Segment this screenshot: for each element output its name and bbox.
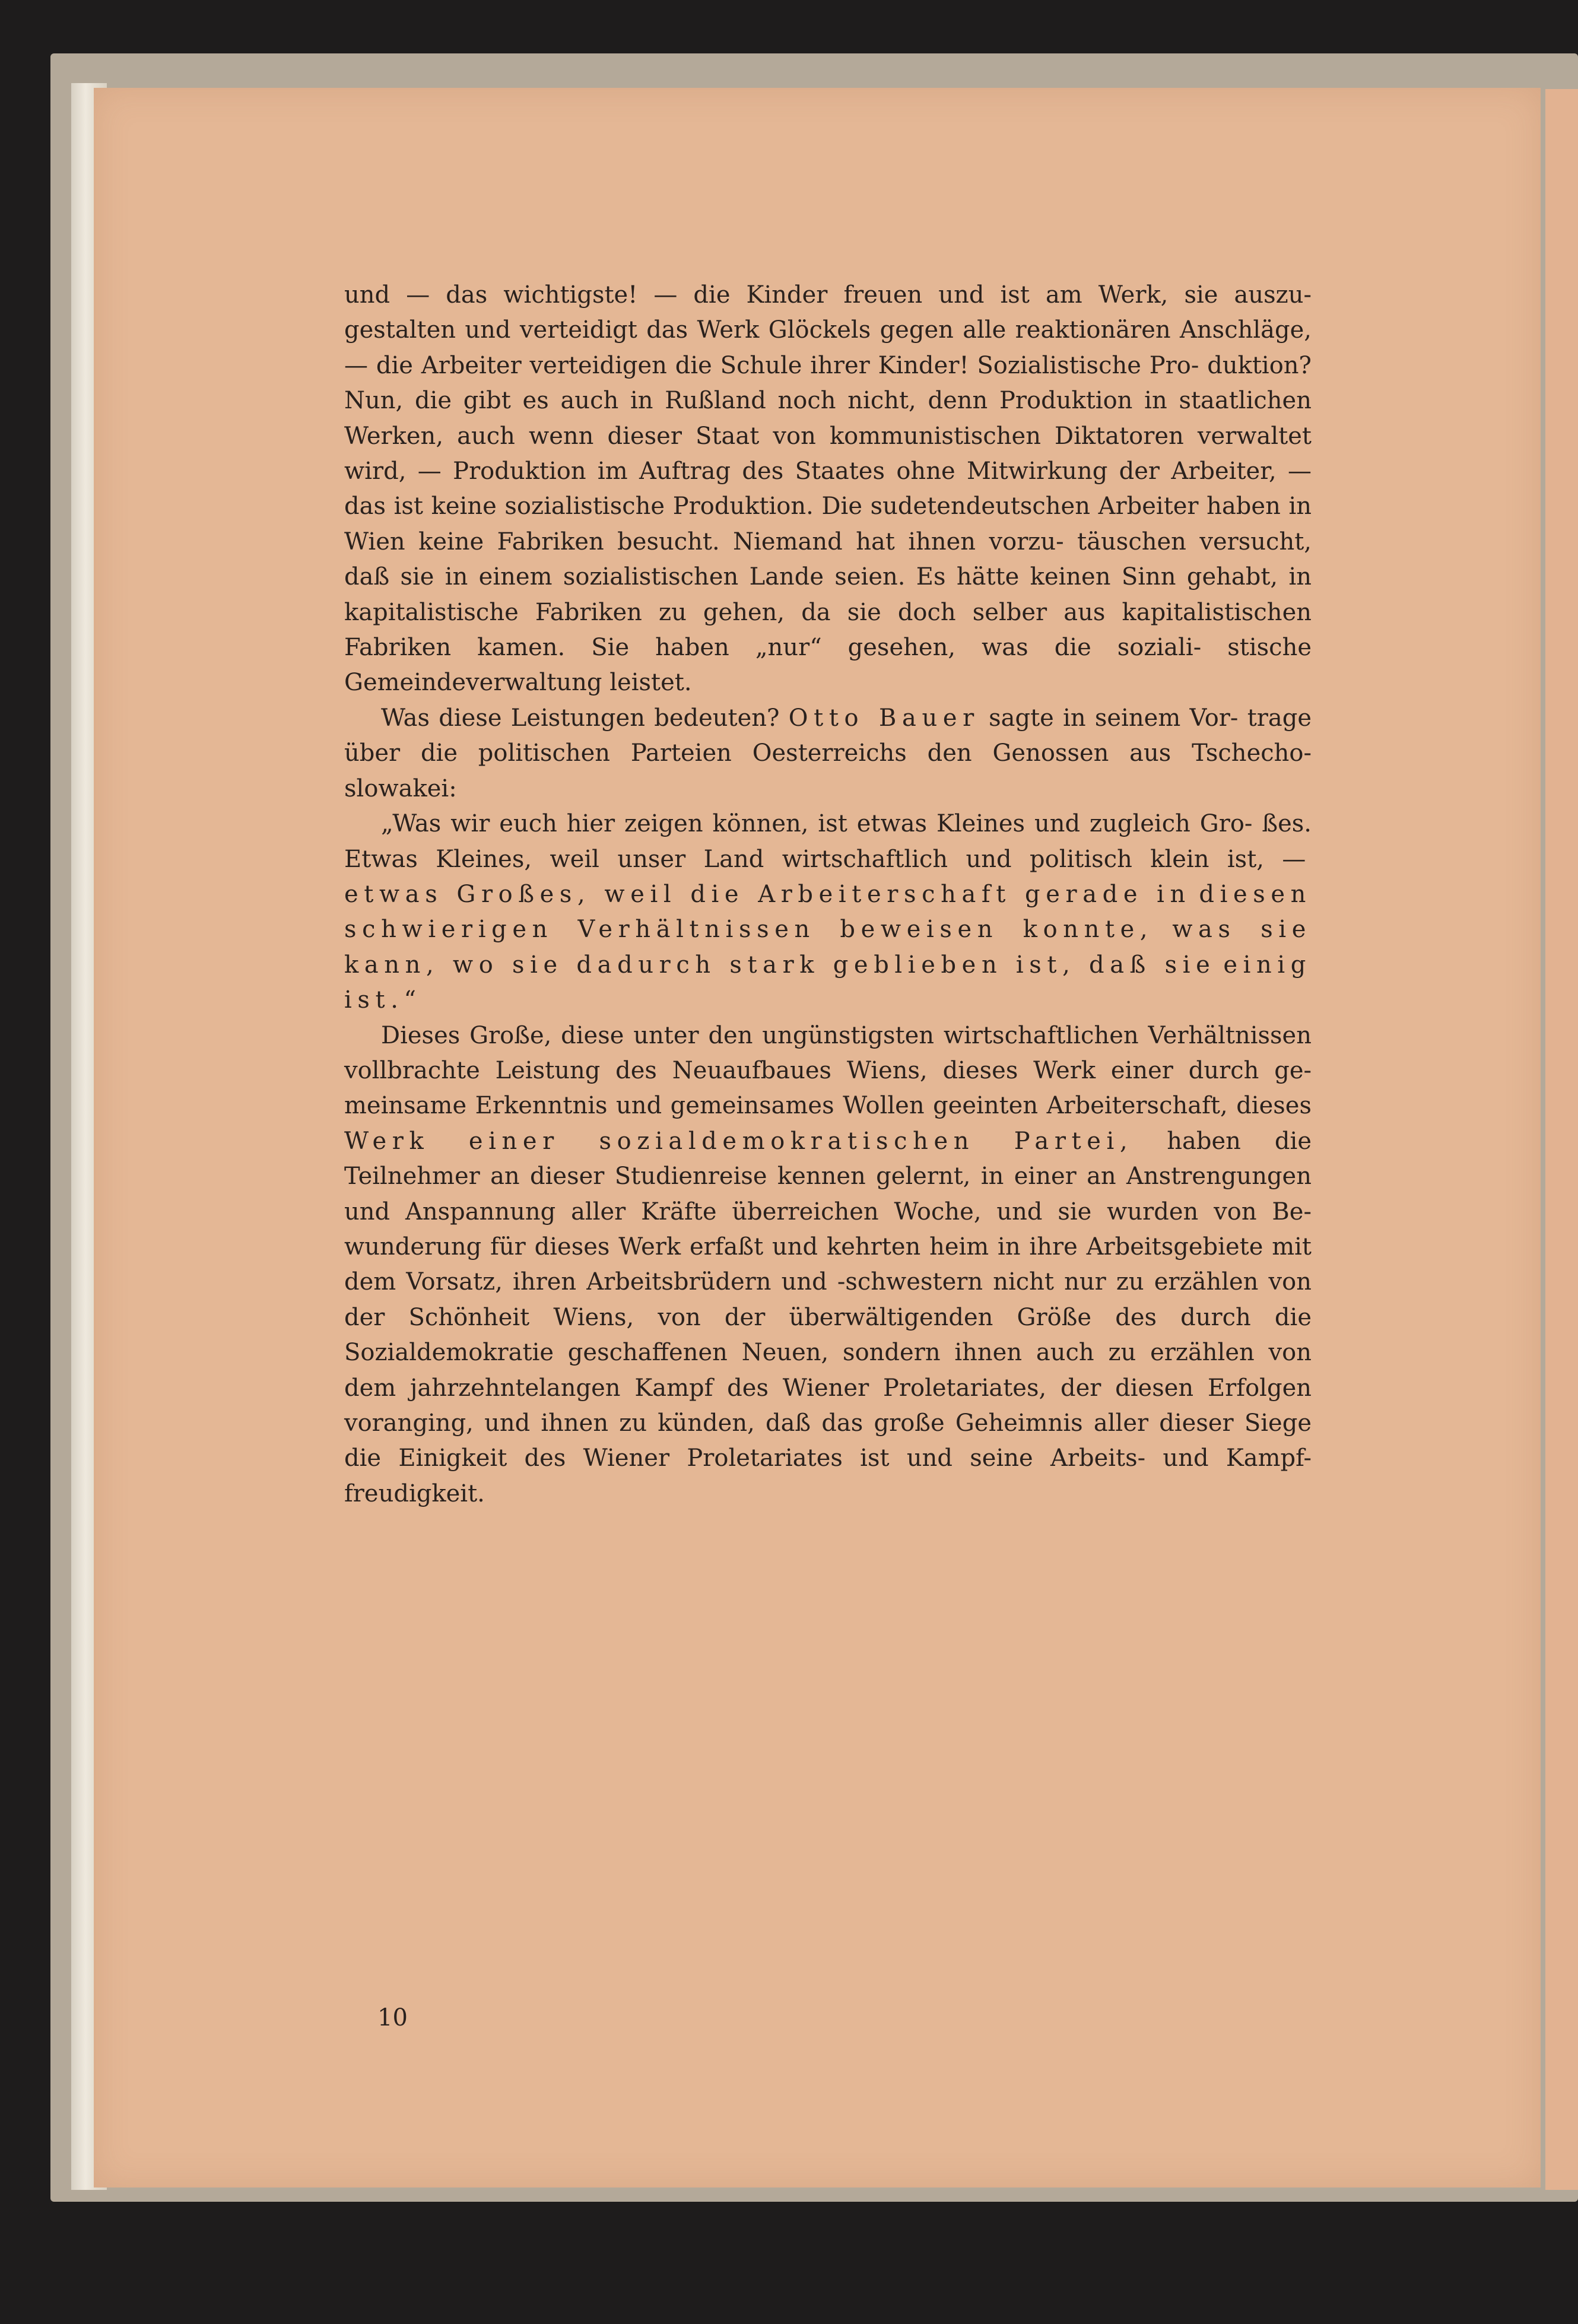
page-text [344, 278, 1312, 1512]
paragraph-4: Dieses Große, diese unter den ungünstigsten wirtschaftlichen Verhältnissen vollbrachte Leistung des Neuaufbaues Wiens, dieses Werk einer durch ge- meinsame Erkenntnis und gemeinsames Wollen geeinten Arbeiterschaft, dieses Werk einer sozialdemokratischen Partei, haben die Teilnehmer an dieser Studienreise kennen gelernt, in einer an Anstrengungen und Anspannung aller Kräfte überreichen Woche, und sie wurden von Be- wunderung für dieses Werk erfaßt und kehrten heim in ihre Arbeitsgebiete mit dem Vorsatz, ihren Arbeitsbrüdern und -schwestern nicht nur zu erzählen von der Schönheit Wiens, von der überwältigenden Größe des durch die Sozialdemokratie geschaffenen Neuen, sondern ihnen auch zu erzählen von dem jahrzehntelangen Kampf des Wiener Proletariates, der diesen Erfolgen voranging, und ihnen zu künden, daß das große Geheimnis aller dieser Siege die Einigkeit des Wiener Proletariates ist und seine Arbeits- und Kampf- freudigkeit. [344, 1021, 1312, 1507]
paragraph-1: und — das wichtigste! — die Kinder freuen und ist am Werk, sie auszu- gestalten und verteidigt das Werk Glöckels gegen alle reaktionären Anschläge, — die Arbeiter verteidigen die Schule ihrer Kinder! Sozialistische Pro- duktion? Nun, die gibt es auch in Rußland noch nicht, denn Produktion in staatlichen Werken, auch wenn dieser Staat von kommunistischen Diktatoren verwaltet wird, — Produktion im Auftrag des Staates ohne Mitwirkung der Arbeiter, — das ist keine sozialistische Produktion. Die sudetendeutschen Arbeiter haben in Wien keine Fabriken besucht. Niemand hat ihnen vorzu- täuschen versucht, daß sie in einem sozialistischen Lande seien. Es hätte keinen Sinn gehabt, in kapitalistische Fabriken zu gehen, da sie doch selber aus kapitalistischen Fabriken kamen. Sie haben „nur“ gesehen, was die soziali- stische Gemeindeverwaltung leistet. [344, 281, 1312, 697]
next-page-edge [1545, 89, 1578, 2190]
page-number: 10 [377, 2004, 408, 2031]
paragraph-2: Was diese Leistungen bedeuten? Otto Bauer sagte in seinem Vor- trage über die politischen Parteien Oesterreichs den Genossen aus Tschecho- slowakei: [344, 704, 1312, 802]
speaker-name: Otto Bauer [788, 704, 980, 732]
quotation: „Was wir euch hier zeigen können, ist etwas Kleines und zugleich Gro- ßes. Etwas Kleines, weil unser Land wirtschaftlich und politisch klein ist, — etwas Großes, weil die Arbeiterschaft gerade in diesen schwierigen Verhältnissen beweisen konnte, was sie kann, wo sie dadurch stark geblieben ist, daß sie einig ist.“ [344, 810, 1312, 1014]
